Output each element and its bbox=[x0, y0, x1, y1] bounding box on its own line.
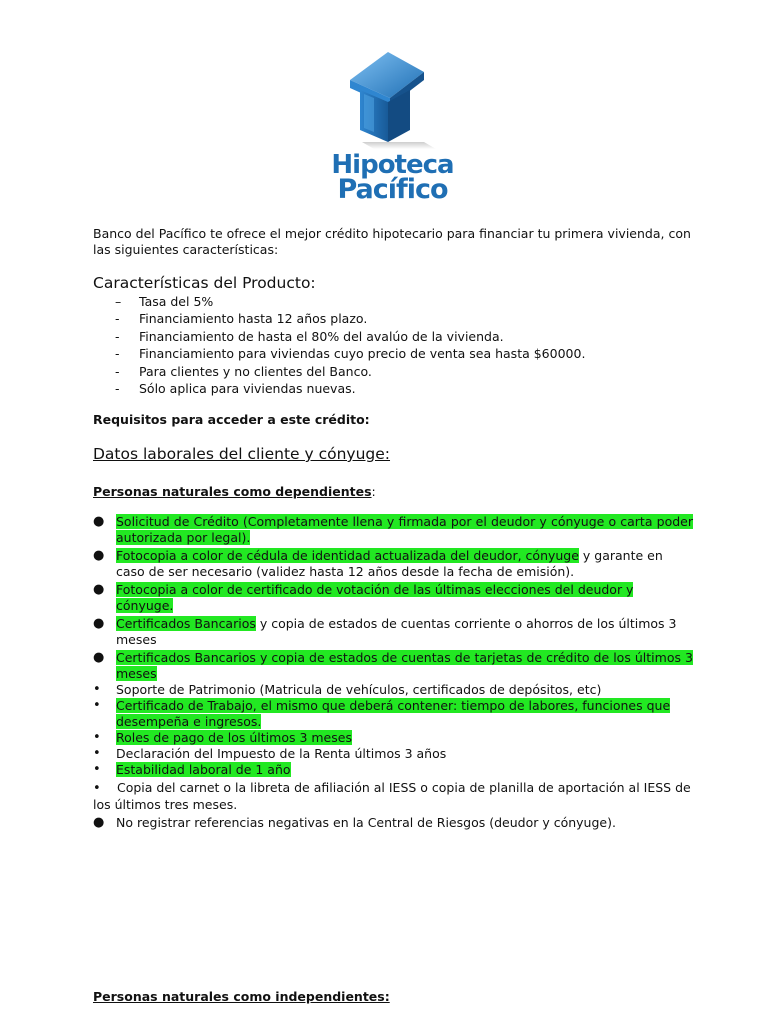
list-item: ● Fotocopia a color de cédula de identidad actualizada del deudor, cónyuge y garante en caso de ser necesario (validez hasta 12 años desde la fecha de emisión). bbox=[93, 548, 663, 579]
logo-text-line2: Pacífico bbox=[337, 174, 448, 205]
list-item: - Sólo aplica para viviendas nuevas. bbox=[115, 380, 356, 396]
list-item: – Tasa del 5% bbox=[115, 294, 214, 309]
list-item: - Para clientes y no clientes del Banco. bbox=[115, 363, 372, 379]
list-item: - Financiamiento para viviendas cuyo precio de venta sea hasta $60000. bbox=[115, 346, 586, 362]
requirements-heading: Requisitos para acceder a este crédito: bbox=[93, 412, 370, 427]
dependents-requirements-list bbox=[93, 514, 693, 831]
list-item: • Estabilidad laboral de 1 año bbox=[93, 762, 291, 777]
list-item: • Copia del carnet o la libreta de afiliación al IESS o copia de planilla de aportación al IESS de los últimos tres meses. bbox=[93, 780, 691, 812]
intro-paragraph: Banco del Pacífico te ofrece el mejor crédito hipotecario para financiar tu primera vivienda, con las siguientes características: bbox=[93, 226, 691, 257]
list-item: ● Fotocopia a color de certificado de votación de las últimas elecciones del deudor y cónyuge. bbox=[93, 582, 634, 613]
list-item: • Soporte de Patrimonio (Matricula de vehículos, certificados de depósitos, etc) bbox=[93, 682, 602, 697]
independents-heading: Personas naturales como independientes: bbox=[93, 989, 390, 1004]
hipoteca-pacifico-logo bbox=[330, 50, 454, 210]
employment-heading: Datos laborales del cliente y cónyuge: bbox=[93, 445, 391, 463]
list-item: • Certificado de Trabajo, el mismo que deberá contener: tiempo de labores, funciones que desempeña e ingresos. bbox=[93, 698, 671, 729]
list-item: - Financiamiento de hasta el 80% del avalúo de la vivienda. bbox=[115, 328, 504, 344]
dependents-heading: Personas naturales como dependientes: bbox=[93, 484, 376, 499]
house-arrow-icon bbox=[344, 50, 439, 150]
logo-text-line1: Hipoteca bbox=[331, 150, 454, 180]
list-item: ● Certificados Bancarios y copia de estados de cuentas de tarjetas de crédito de los últimos 3 meses bbox=[93, 650, 693, 681]
list-item: ● Certificados Bancarios y copia de estados de cuentas corriente o ahorros de los últimos 3 meses bbox=[93, 616, 677, 647]
list-item: • Roles de pago de los últimos 3 meses bbox=[93, 730, 352, 745]
list-item: ● No registrar referencias negativas en la Central de Riesgos (deudor y cónyuge). bbox=[93, 815, 616, 830]
list-item: - Financiamiento hasta 12 años plazo. bbox=[115, 311, 368, 327]
list-item: • Declaración del Impuesto de la Renta últimos 3 años bbox=[93, 746, 447, 761]
characteristics-heading: Características del Producto: bbox=[93, 274, 316, 292]
characteristics-list bbox=[115, 293, 585, 397]
list-item: ● Solicitud de Crédito (Completamente llena y firmada por el deudor y cónyuge o carta poder autorizada por legal). bbox=[93, 514, 693, 545]
